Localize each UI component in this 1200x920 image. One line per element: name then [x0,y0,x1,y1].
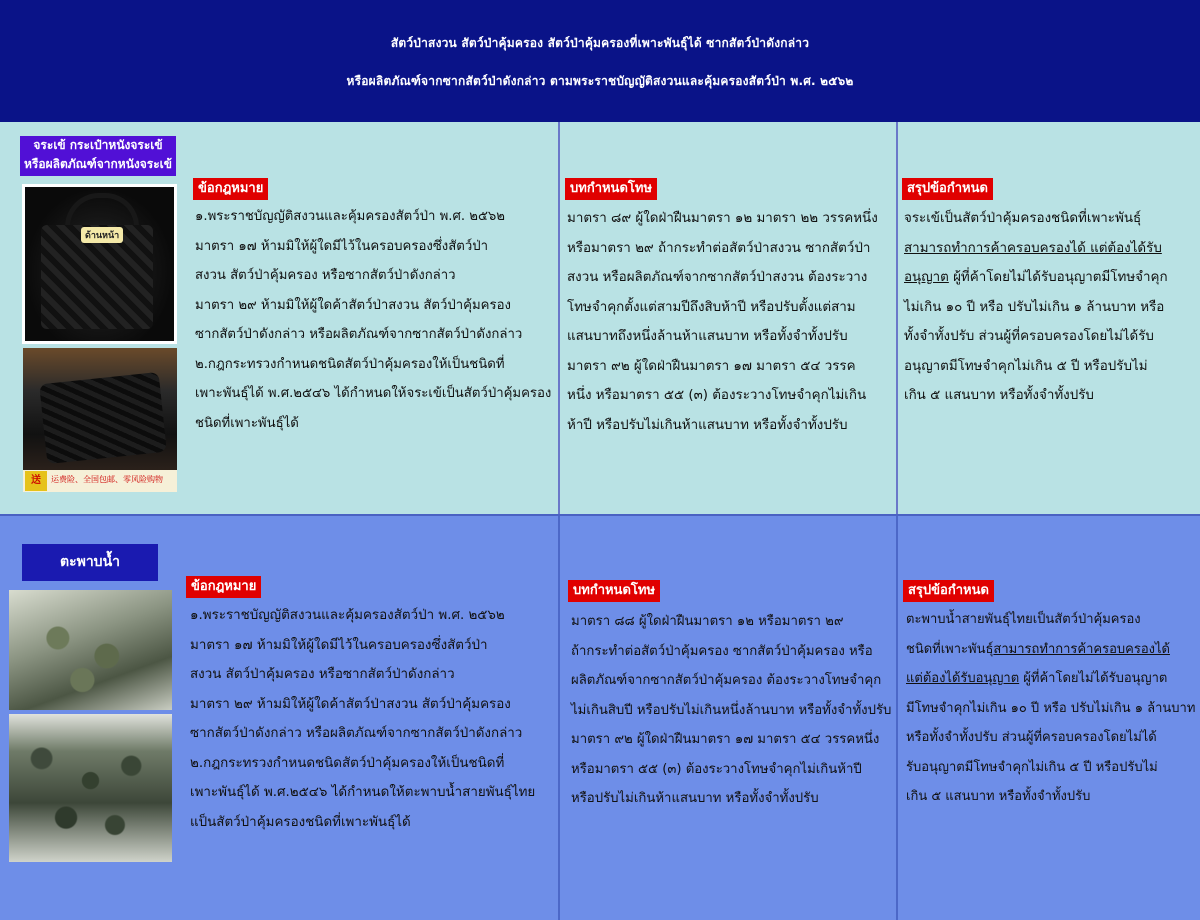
summary-line [906,664,1195,694]
summary-line [904,263,1168,293]
law-line: ๑.พระราชบัญญัติสงวนและคุ้มครองสัตว์ป่า พ.ศ. ๒๕๖๒ [190,608,505,623]
law-line: ซากสัตว์ป่าดังกล่าว หรือผลิตภัณฑ์จากซากสัตว์ป่าดังกล่าว [190,726,523,741]
crocodile-section [0,122,1200,516]
penalty-line: หรือมาตรา ๕๕ (๓) ต้องระวางโทษจำคุกไม่เกินห้าปี [571,761,862,777]
column-divider [558,122,560,516]
header-title-line2: หรือผลิตภัณฑ์จากซากสัตว์ป่าดังกล่าว ตามพระราชบัญญัติสงวนและคุ้มครองสัตว์ป่า พ.ศ. ๒๕๖๒ [346,74,854,88]
summary-tag: สรุปข้อกำหนด [903,580,994,602]
law-line: ซากสัตว์ป่าดังกล่าว หรือผลิตภัณฑ์จากซากสัตว์ป่าดังกล่าว [195,327,523,342]
law-line: ๑.พระราชบัญญัติสงวนและคุ้มครองสัตว์ป่า พ.ศ. ๒๕๖๒ [195,209,505,224]
penalty-line: หรือมาตรา ๒๙ ถ้ากระทำต่อสัตว์ป่าสงวน ซากสัตว์ป่า [567,240,871,256]
penalty-line: มาตรา ๘๙ ผู้ใดฝ่าฝืนมาตรา ๑๒ มาตรา ๒๒ วรรคหนึ่ง [567,211,878,226]
summary-line [906,635,1195,665]
summary-line: สามารถทำการค้าครอบครองได้ แต่ต้องได้รับ [904,240,1162,256]
law-line: สงวน สัตว์ป่าคุ้มครอง หรือซากสัตว์ป่าดังกล่าว [195,268,456,283]
softshell-label: ตะพาบน้ำ [22,544,158,581]
wallet-shape [39,372,167,464]
penalty-line: หรือปรับไม่เกินห้าแสนบาท หรือทั้งจำทั้งปรับ [571,791,819,806]
summary-line-rest: ผู้ที่ค้าโดยไม่ได้รับอนุญาตมีโทษจำคุก [948,270,1168,285]
header-title-line1: สัตว์ป่าสงวน สัตว์ป่าคุ้มครอง สัตว์ป่าคุ้มครองที่เพาะพันธุ์ได้ ซากสัตว์ป่าดังกล่าว [390,36,810,50]
crocodile-summary-text [904,204,1168,411]
penalty-line: หนึ่ง หรือมาตรา ๕๕ (๓) ต้องระวางโทษจำคุกไม่เกิน [567,388,867,403]
crocodile-label-line2: หรือผลิตภัณฑ์จากหนังจระเข้ [24,157,172,171]
summary-line-start: ชนิดที่เพาะพันธุ์ [906,641,994,657]
summary-line: จระเข้เป็นสัตว์ป่าคุ้มครองชนิดที่เพาะพันธุ์ [904,211,1142,226]
summary-underlined: สามารถทำการค้าครอบครองได้ [993,641,1170,657]
summary-line: ทั้งจำทั้งปรับ ส่วนผู้ที่ครอบครองโดยไม่ได้รับ [904,329,1154,344]
law-line: มาตรา ๑๗ ห้ามมิให้ผู้ใดมีไว้ในครอบครองซึ่งสัตว์ป่า [190,637,488,653]
law-line: ชนิดที่เพาะพันธุ์ได้ [195,415,299,431]
summary-line: ตะพาบน้ำสายพันธุ์ไทยเป็นสัตว์ป่าคุ้มครอง [906,612,1141,627]
turtle-pile-photo [9,714,172,862]
summary-line: หรือทั้งจำทั้งปรับ ส่วนผู้ที่ครอบครองโดยไม่ได้ [906,730,1157,745]
softshell-penalty-text [571,607,891,814]
summary-line: มีโทษจำคุกไม่เกิน ๑๐ ปี หรือ ปรับไม่เกิน ๑ ล้านบาท [906,700,1196,716]
law-line: แป็นสัตว์ป่าคุ้มครองชนิดที่เพาะพันธุ์ได้ [190,814,411,830]
law-line: มาตรา ๒๙ ห้ามมิให้ผู้ใดค้าสัตว์ป่าสงวน สัตว์ป่าคุ้มครอง [195,297,511,313]
law-tag: ข้อกฎหมาย [193,178,268,200]
penalty-tag: บทกำหนดโทษ [565,178,657,200]
turtle-bag-photo [9,590,172,710]
softshell-law-text [190,601,535,837]
promo-strip [23,470,177,492]
summary-line-rest: ผู้ที่ค้าโดยไม่ได้รับอนุญาต [1019,671,1168,686]
penalty-line: ห้าปี หรือปรับไม่เกินห้าแสนบาท หรือทั้งจำทั้งปรับ [567,417,848,433]
column-divider [558,516,560,920]
law-tag: ข้อกฎหมาย [186,576,261,598]
penalty-line: ผลิตภัณฑ์จากซากสัตว์ป่าคุ้มครอง ต้องระวางโทษจำคุก [571,673,882,688]
penalty-line: มาตรา ๙๒ ผู้ใดฝ่าฝืนมาตรา ๑๗ มาตรา ๕๔ วรรค [567,358,856,374]
summary-line: รับอนุญาตมีโทษจำคุกไม่เกิน ๕ ปี หรือปรับไม่ [906,759,1158,775]
law-line: เพาะพันธุ์ได้ พ.ศ.๒๕๔๖ ได้กำหนดให้ตะพาบน้ำสายพันธุ์ไทย [190,785,536,800]
law-line: มาตรา ๒๙ ห้ามมิให้ผู้ใดค้าสัตว์ป่าสงวน สัตว์ป่าคุ้มครอง [190,696,511,712]
summary-line: เกิน ๕ แสนบาท หรือทั้งจำทั้งปรับ [906,789,1091,804]
penalty-line: ไม่เกินสิบปี หรือปรับไม่เกินหนึ่งล้านบาท หรือทั้งจำทั้งปรับ [571,702,892,718]
penalty-line: โทษจำคุกตั้งแต่สามปีถึงสิบห้าปี หรือปรับตั้งแต่สาม [567,299,856,315]
penalty-tag: บทกำหนดโทษ [568,580,660,602]
crocodile-label [20,136,176,176]
bag-front-tag: ด้านหน้า [81,227,123,243]
crocodile-bag-photo [22,184,177,344]
penalty-line: มาตรา ๘๘ ผู้ใดฝ่าฝืนมาตรา ๑๒ หรือมาตรา ๒๙ [571,614,844,629]
law-line: เพาะพันธุ์ได้ พ.ศ.๒๕๔๖ ได้กำหนดให้จระเข้เป็นสัตว์ป่าคุ้มครอง [195,386,552,401]
penalty-line: สงวน หรือผลิตภัณฑ์จากซากสัตว์ป่าสงวน ต้องระวาง [567,270,868,285]
promo-badge: 送 [25,471,47,491]
penalty-line: แสนบาทถึงหนึ่งล้านห้าแสนบาท หรือทั้งจำทั้งปรับ [567,329,848,344]
summary-underlined: อนุญาต [904,270,949,285]
crocodile-law-text [195,202,551,438]
summary-line: เกิน ๕ แสนบาท หรือทั้งจำทั้งปรับ [904,388,1094,403]
crocodile-wallet-photo [23,348,177,492]
summary-line: ไม่เกิน ๑๐ ปี หรือ ปรับไม่เกิน ๑ ล้านบาท หรือ [904,299,1165,315]
page-header [0,0,1200,122]
promo-text: 运费险、全国包邮、零风险购物 [51,475,163,484]
column-divider [896,122,898,516]
penalty-line: ถ้ากระทำต่อสัตว์ป่าคุ้มครอง ซากสัตว์ป่าคุ้มครอง หรือ [571,643,873,659]
crocodile-label-line1: จระเข้ กระเป๋าหนังจระเข้ [33,138,163,152]
softshell-section [0,516,1200,920]
law-line: ๒.กฎกระทรวงกำหนดชนิดสัตว์ป่าคุ้มครองให้เป็นชนิดที่ [190,755,505,771]
softshell-summary-text [906,605,1195,812]
summary-tag: สรุปข้อกำหนด [902,178,993,200]
law-line: สงวน สัตว์ป่าคุ้มครอง หรือซากสัตว์ป่าดังกล่าว [190,667,455,682]
crocodile-penalty-text [567,204,878,440]
summary-line: อนุญาตมีโทษจำคุกไม่เกิน ๕ ปี หรือปรับไม่ [904,358,1148,374]
law-line: มาตรา ๑๗ ห้ามมิให้ผู้ใดมีไว้ในครอบครองซึ่งสัตว์ป่า [195,238,488,254]
column-divider [896,516,898,920]
summary-underlined: แต่ต้องได้รับอนุญาต [906,671,1020,686]
law-line: ๒.กฎกระทรวงกำหนดชนิดสัตว์ป่าคุ้มครองให้เป็นชนิดที่ [195,356,505,372]
penalty-line: มาตรา ๙๒ ผู้ใดฝ่าฝืนมาตรา ๑๗ มาตรา ๕๔ วรรคหนึ่ง [571,732,880,747]
